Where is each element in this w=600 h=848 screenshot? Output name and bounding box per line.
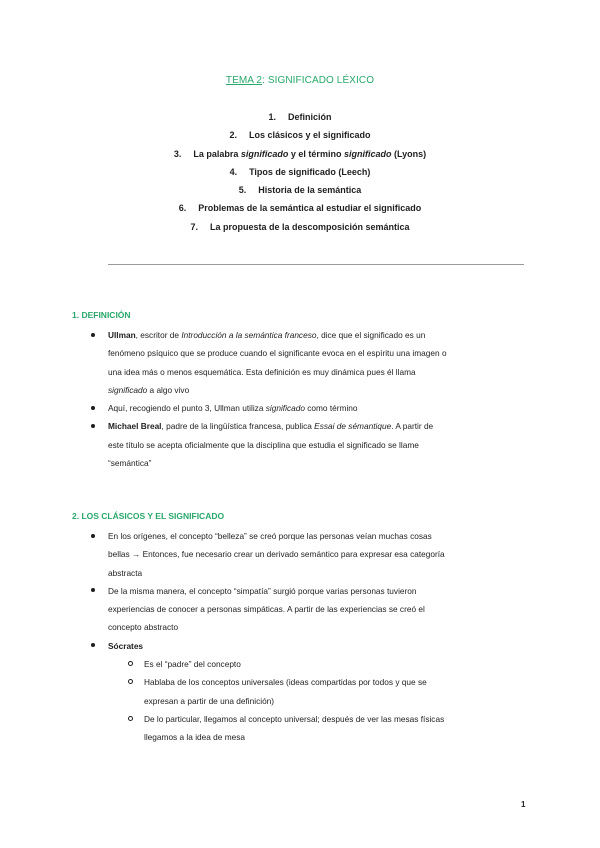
text: Aquí, recogiendo el punto 3, Ullman utiliza (108, 403, 266, 414)
text: abstracta (108, 567, 143, 578)
title-rest: : SIGNIFICADO LÉXICO (262, 75, 375, 86)
toc-number: 5. (238, 185, 247, 196)
toc-label: La palabra (193, 148, 241, 159)
bold-term: Sócrates (108, 640, 144, 651)
list-item (72, 582, 532, 637)
toc-label: Problemas de la semántica al estudiar el significado (198, 203, 422, 214)
toc-number: 4. (229, 166, 238, 177)
text: este título se acepta oficialmente que la disciplina que estudia el significado se llame (108, 439, 419, 450)
title-prefix: TEMA 2 (225, 75, 263, 86)
bullet-icon (91, 424, 95, 428)
bullet-icon (91, 406, 95, 410)
text: De lo particular, llegamos al concepto universal; después de ver las mesas físicas (144, 713, 445, 724)
toc-item (0, 148, 600, 166)
bold-term: Michael Breal (108, 421, 162, 432)
list-item (72, 527, 532, 582)
toc-label: Definición (288, 112, 332, 122)
table-of-contents (0, 111, 600, 239)
hollow-bullet-icon (128, 716, 133, 721)
italic-term: Introducción a la semántica franceso (181, 330, 317, 340)
toc-item (0, 129, 600, 147)
toc-label-italic: significado (343, 148, 392, 159)
toc-label: (Lyons) (391, 148, 427, 159)
bullet-icon (91, 534, 95, 538)
toc-label: La propuesta de la descomposición semántica (209, 221, 410, 232)
toc-number: 3. (173, 148, 182, 159)
sub-list-item (72, 710, 532, 747)
hollow-bullet-icon (128, 661, 133, 666)
section-heading: 1. DEFINICIÓN (72, 310, 131, 320)
text: como término (304, 403, 358, 414)
text: concepto abstracto (108, 622, 179, 633)
bullet-icon (91, 643, 95, 647)
text: “semántica” (108, 458, 152, 469)
list-item (72, 637, 532, 655)
section-clasicos (72, 511, 532, 747)
bold-term: Ullman (108, 330, 136, 340)
page-number: 1 (521, 800, 526, 809)
section-heading: 2. LOS CLÁSICOS Y EL SIGNIFICADO (72, 511, 225, 521)
text: . A partir de (391, 421, 434, 432)
bullet-list (72, 527, 532, 747)
bullet-icon (91, 588, 95, 592)
text: fenómeno psíquico que se produce cuando el significante evoca en el espíritu una imagen o (108, 348, 447, 359)
text: , dice que el significado es un (316, 330, 426, 340)
toc-number: 2. (229, 130, 237, 141)
sub-list-item (72, 673, 532, 710)
toc-label: Los clásicos y el significado (248, 130, 371, 141)
text: Es el “padre” del concepto (144, 659, 241, 670)
italic-term: significado (108, 384, 148, 395)
text: , padre de la lingüística francesa, publica (161, 421, 315, 432)
toc-number: 1. (268, 112, 276, 122)
toc-item (0, 202, 600, 220)
sub-list-item (72, 655, 532, 673)
toc-item (0, 166, 600, 184)
bullet-list (72, 326, 532, 472)
list-item (72, 417, 532, 472)
horizontal-divider (108, 264, 524, 265)
toc-label: y el término (288, 148, 344, 159)
text: , escritor de (135, 330, 182, 340)
toc-label: Tipos de significado (Leech) (249, 166, 371, 177)
text: De la misma manera, el concepto “simpatía” surgió porque varias personas tuvieron (108, 585, 417, 596)
text: una idea más o menos esquemática. Esta definición es muy dinámica pues él llama (108, 366, 416, 377)
text: llegamos a la idea de mesa (144, 732, 246, 743)
toc-number: 6. (178, 203, 187, 214)
toc-item (0, 184, 600, 202)
toc-item (0, 111, 600, 129)
document-title (0, 75, 600, 86)
toc-item (0, 221, 600, 239)
list-item (72, 399, 532, 417)
list-item (72, 326, 532, 399)
toc-number: 7. (190, 221, 198, 232)
text: expresan a partir de una definición) (144, 695, 275, 706)
toc-label-italic: significado (240, 148, 289, 159)
text: Hablaba de los conceptos universales (ideas compartidas por todos y que se (144, 677, 427, 688)
text: En los orígenes, el concepto “belleza” se creó porque las personas veían muchas cosas (108, 531, 432, 541)
text: experiencias de conocer a personas simpáticas. A partir de las experiencias se creó el (108, 604, 425, 615)
text: bellas → Entonces, fue necesario crear un derivado semántico para expresar esa categoría (108, 549, 445, 560)
hollow-bullet-icon (128, 679, 133, 684)
bullet-icon (91, 333, 95, 337)
italic-term: Essai de sémantique (314, 421, 392, 432)
italic-term: significado (265, 403, 305, 414)
toc-label: Historia de la semántica (258, 185, 362, 196)
text: a algo vivo (147, 384, 190, 395)
section-definicion (72, 310, 532, 472)
